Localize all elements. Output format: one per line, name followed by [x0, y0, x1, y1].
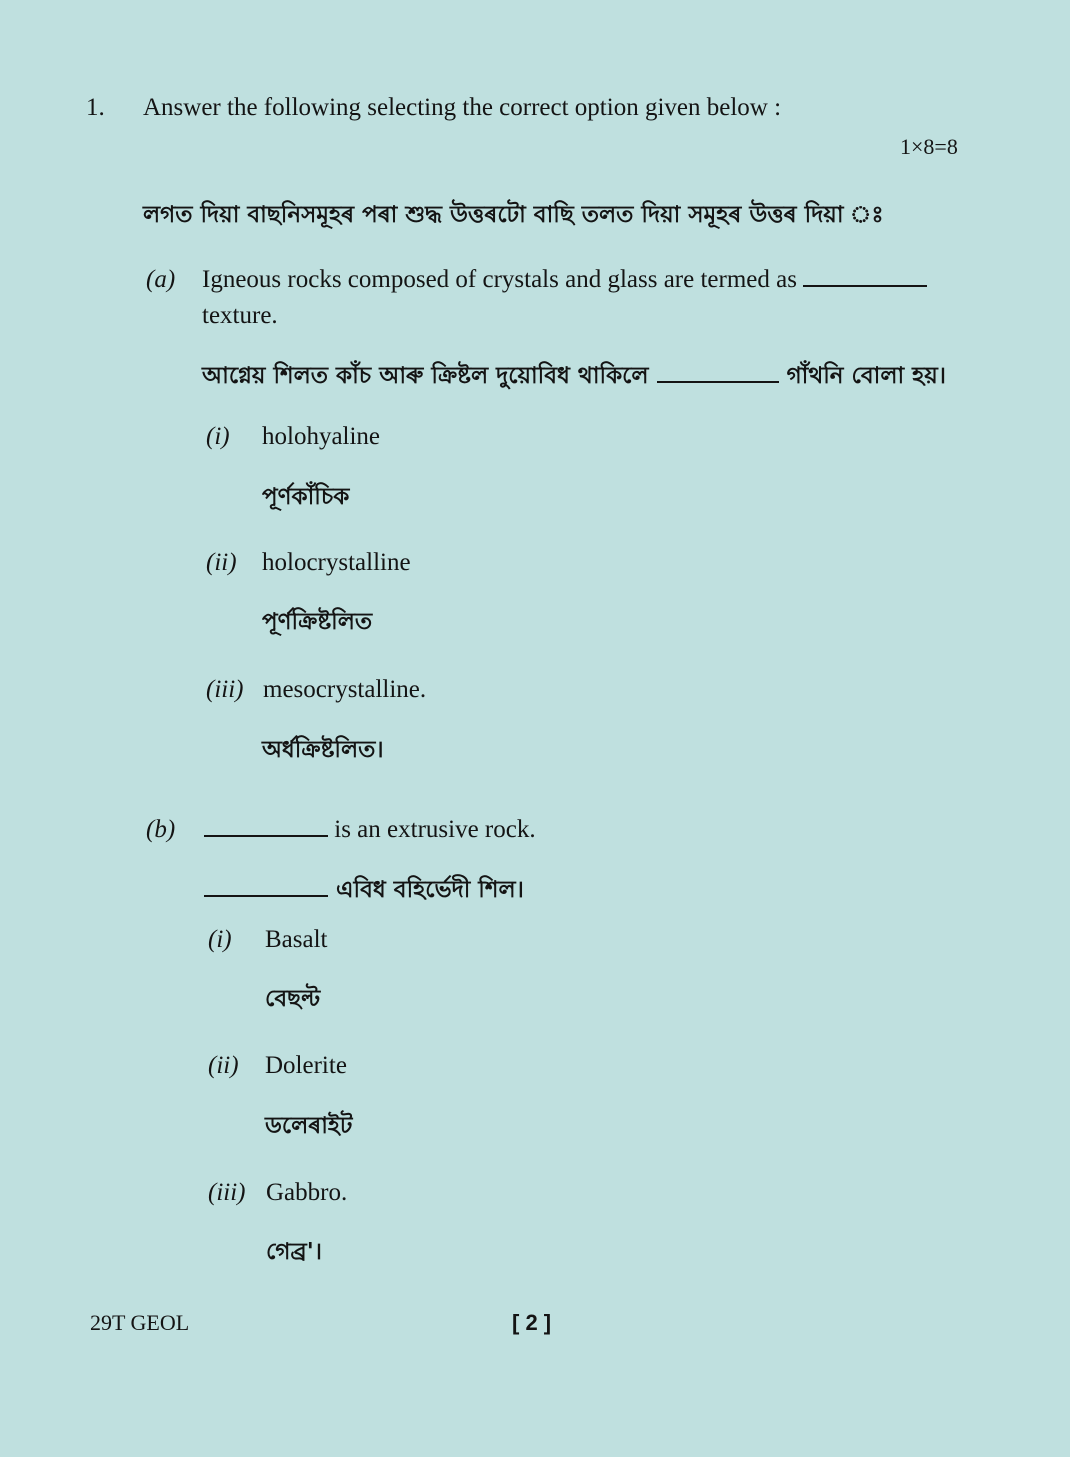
- option-text-en: holohyaline: [262, 423, 381, 450]
- answer-blank: [803, 284, 927, 287]
- question-instruction-bn: লগত দিয়া বাছনিসমূহৰ পৰা শুদ্ধ উত্তৰটো বাছি তলত দিয়া সমূহৰ উত্তৰ দিয়া ঃ: [143, 202, 884, 228]
- option-text-en: mesocrystalline.: [263, 676, 427, 703]
- option-text-en: holocrystalline: [262, 549, 411, 576]
- option-text-bn: পূৰ্ণক্ৰিষ্টলিত: [262, 609, 373, 635]
- option-label: (iii): [208, 1179, 246, 1206]
- part-b-question-bn: [204, 871, 524, 910]
- option-text-en: Basalt: [265, 926, 328, 953]
- option-label: (i): [208, 926, 232, 953]
- part-a-question-line-1: [202, 266, 927, 294]
- part-a-bn-text-1: আগ্নেয় শিলত কাঁচ আৰু ক্ৰিষ্টল দুয়োবিধ থাকিলে: [202, 363, 649, 389]
- option-label: (ii): [208, 1052, 239, 1079]
- question-number: 1.: [86, 94, 105, 121]
- part-a-label: (a): [146, 266, 176, 293]
- answer-blank-bn: [657, 380, 779, 383]
- option-text-bn: ডলেৰাইট: [265, 1113, 353, 1139]
- part-b-bn-text: এবিধ বহিৰ্ভেদী শিল।: [336, 877, 524, 903]
- option-label: (ii): [206, 549, 237, 576]
- part-a-question-line-2: texture.: [202, 302, 278, 329]
- part-b-question-text: is an extrusive rock.: [334, 816, 536, 843]
- part-a-question-bn: [202, 357, 946, 396]
- question-instruction-en: Answer the following selecting the correct option given below :: [143, 94, 782, 121]
- part-b-question-en: [204, 816, 536, 844]
- option-text-en: Dolerite: [265, 1052, 347, 1079]
- page-number: [ 2 ]: [512, 1310, 552, 1335]
- option-text-en: Gabbro.: [266, 1179, 348, 1206]
- part-a-question-text: Igneous rocks composed of crystals and glass are termed as: [202, 266, 797, 293]
- answer-blank-bn: [204, 894, 328, 897]
- marks-label: 1×8=8: [900, 134, 958, 159]
- option-text-bn: গেব্ৰ'।: [266, 1239, 323, 1265]
- option-text-bn: পূৰ্ণকাঁচিক: [262, 484, 350, 510]
- option-text-bn: বেছল্ট: [265, 986, 321, 1012]
- option-label: (i): [206, 423, 230, 450]
- part-b-label: (b): [146, 816, 176, 843]
- option-label: (iii): [206, 676, 244, 703]
- option-text-bn: অৰ্ধক্ৰিষ্টলিত।: [262, 737, 384, 763]
- answer-blank: [204, 834, 328, 837]
- part-a-bn-text-2: গাঁথনি বোলা হয়।: [786, 363, 947, 389]
- paper-code: 29T GEOL: [90, 1310, 190, 1335]
